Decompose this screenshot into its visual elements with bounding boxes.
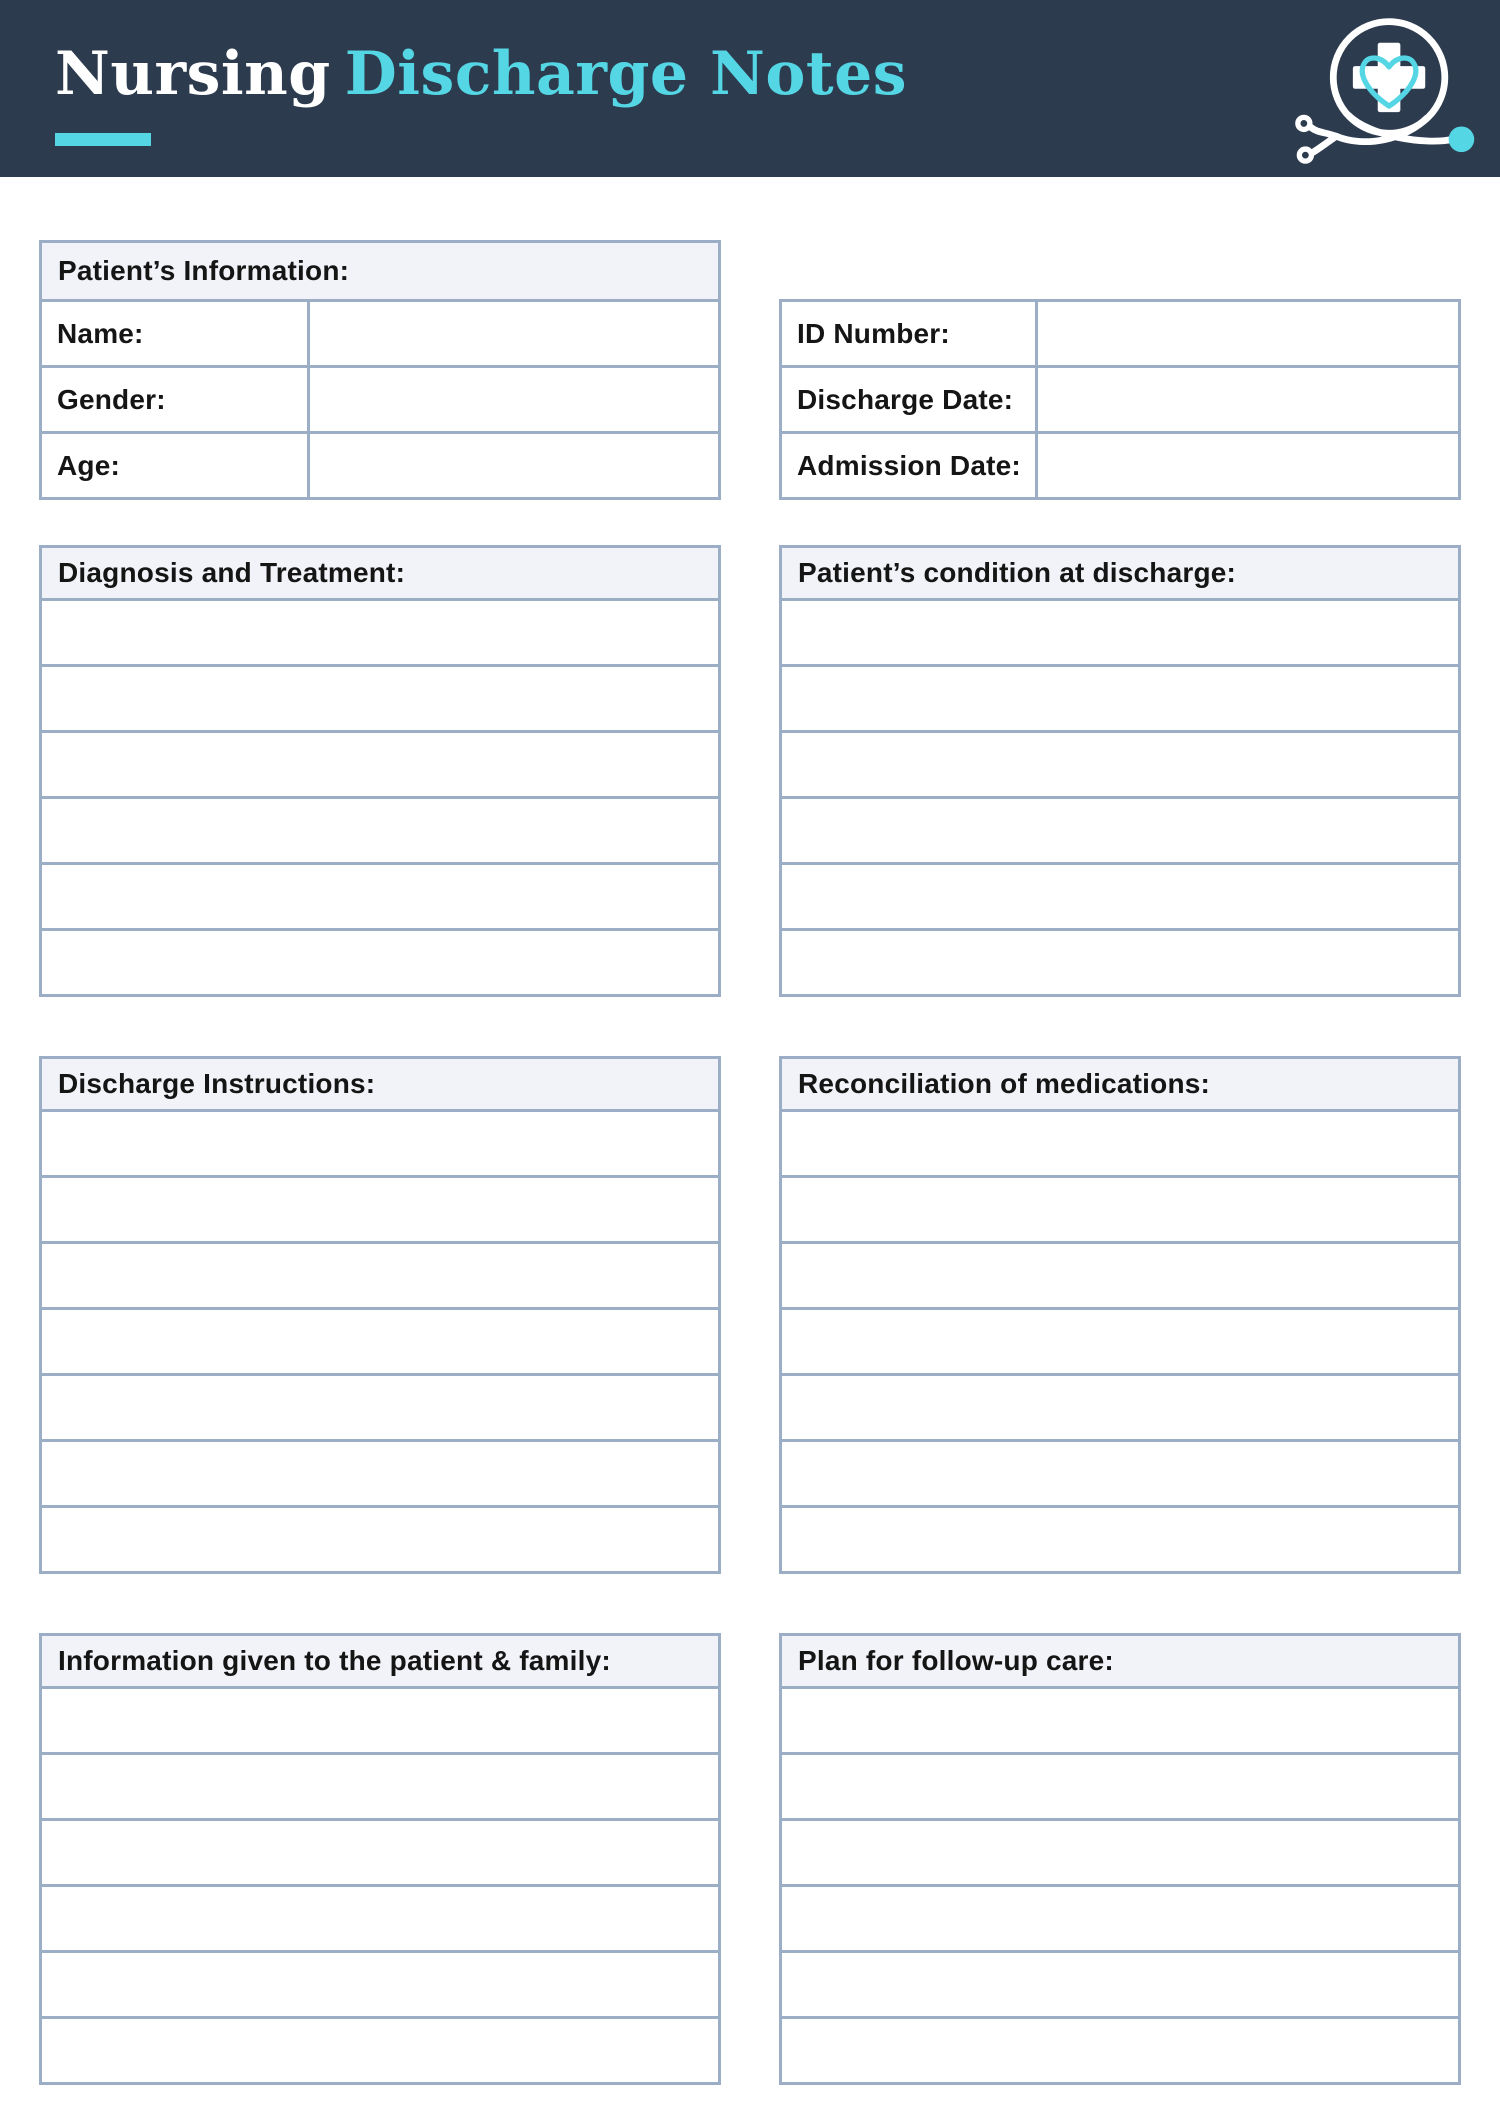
note-line[interactable] (39, 1175, 721, 1244)
id-number-label: ID Number: (782, 302, 1038, 365)
discharge-date-label: Discharge Date: (782, 368, 1038, 431)
note-line[interactable] (39, 1241, 721, 1310)
patient-condition-header (779, 545, 1461, 601)
note-line[interactable] (779, 928, 1461, 997)
reconciliation-header (779, 1056, 1461, 1112)
note-line[interactable] (39, 664, 721, 733)
note-line[interactable] (779, 2016, 1461, 2085)
note-line[interactable] (39, 1950, 721, 2019)
note-line[interactable] (779, 1109, 1461, 1178)
note-line[interactable] (779, 1241, 1461, 1310)
discharge-instructions-title: Discharge Instructions: (58, 1068, 376, 1099)
note-line[interactable] (39, 598, 721, 667)
note-line[interactable] (779, 1884, 1461, 1953)
patient-information-header (39, 240, 721, 302)
note-line[interactable] (779, 1505, 1461, 1574)
form-body (0, 177, 1500, 2085)
name-label: Name: (42, 302, 310, 365)
note-line[interactable] (779, 1818, 1461, 1887)
discharge-instructions-rows (39, 1109, 721, 1574)
information-given-header (39, 1633, 721, 1689)
note-line[interactable] (39, 1439, 721, 1508)
age-value-cell[interactable] (310, 434, 718, 497)
section-discharge-instructions (39, 1056, 721, 1574)
stethoscope-cross-heart-icon (1282, 12, 1478, 164)
note-line[interactable] (39, 1884, 721, 1953)
note-line[interactable] (779, 1175, 1461, 1244)
note-line[interactable] (779, 730, 1461, 799)
title-underline-bar (55, 133, 151, 146)
app-header (0, 0, 1500, 177)
patient-condition-rows (779, 598, 1461, 997)
note-line[interactable] (39, 1752, 721, 1821)
note-line[interactable] (779, 862, 1461, 931)
note-line[interactable] (39, 1373, 721, 1442)
id-number-value-cell[interactable] (1038, 302, 1458, 365)
title-word-primary: Nursing (55, 39, 331, 109)
note-line[interactable] (39, 862, 721, 931)
note-line[interactable] (779, 1950, 1461, 2019)
reconciliation-rows (779, 1109, 1461, 1574)
diagnosis-and-treatment-header (39, 545, 721, 601)
admission-date-label: Admission Date: (782, 434, 1038, 497)
gender-label: Gender: (42, 368, 310, 431)
field-row-age (39, 431, 721, 500)
note-line[interactable] (779, 598, 1461, 667)
information-given-title: Information given to the patient & family: (58, 1645, 611, 1676)
note-line[interactable] (39, 1505, 721, 1574)
note-line[interactable] (39, 928, 721, 997)
discharge-instructions-header (39, 1056, 721, 1112)
section-information-given (39, 1633, 721, 2085)
discharge-date-value-cell[interactable] (1038, 368, 1458, 431)
note-line[interactable] (779, 796, 1461, 865)
section-plan-for-follow-up-care (779, 1633, 1461, 2085)
note-line[interactable] (779, 1373, 1461, 1442)
note-line[interactable] (39, 730, 721, 799)
patient-information-title: Patient’s Information: (58, 255, 350, 286)
patient-condition-title: Patient’s condition at discharge: (798, 557, 1237, 588)
note-line[interactable] (39, 1686, 721, 1755)
diagnosis-and-treatment-rows (39, 598, 721, 997)
admission-date-value-cell[interactable] (1038, 434, 1458, 497)
chestpiece-icon (1449, 126, 1475, 152)
note-line[interactable] (39, 1818, 721, 1887)
gender-value-cell[interactable] (310, 368, 718, 431)
section-patient-information (39, 240, 721, 500)
field-row-id-number (779, 299, 1461, 368)
note-line[interactable] (779, 1307, 1461, 1376)
note-line[interactable] (779, 664, 1461, 733)
section-reconciliation-of-medications (779, 1056, 1461, 1574)
section-diagnosis-and-treatment (39, 545, 721, 997)
section-patient-ids (779, 302, 1461, 500)
field-row-name (39, 299, 721, 368)
field-row-discharge-date (779, 365, 1461, 434)
diagnosis-and-treatment-title: Diagnosis and Treatment: (58, 557, 406, 588)
note-line[interactable] (39, 1307, 721, 1376)
name-value-cell[interactable] (310, 302, 718, 365)
page-title (55, 39, 908, 109)
field-row-gender (39, 365, 721, 434)
follow-up-care-header (779, 1633, 1461, 1689)
note-line[interactable] (779, 1686, 1461, 1755)
reconciliation-title: Reconciliation of medications: (798, 1068, 1211, 1099)
note-line[interactable] (39, 2016, 721, 2085)
note-line[interactable] (39, 1109, 721, 1178)
note-line[interactable] (779, 1752, 1461, 1821)
follow-up-care-title: Plan for follow-up care: (798, 1645, 1114, 1676)
note-line[interactable] (39, 796, 721, 865)
section-patient-condition-at-discharge (779, 545, 1461, 997)
note-line[interactable] (779, 1439, 1461, 1508)
age-label: Age: (42, 434, 310, 497)
follow-up-care-rows (779, 1686, 1461, 2085)
title-word-accent: Discharge Notes (344, 39, 908, 109)
field-row-admission-date (779, 431, 1461, 500)
information-given-rows (39, 1686, 721, 2085)
